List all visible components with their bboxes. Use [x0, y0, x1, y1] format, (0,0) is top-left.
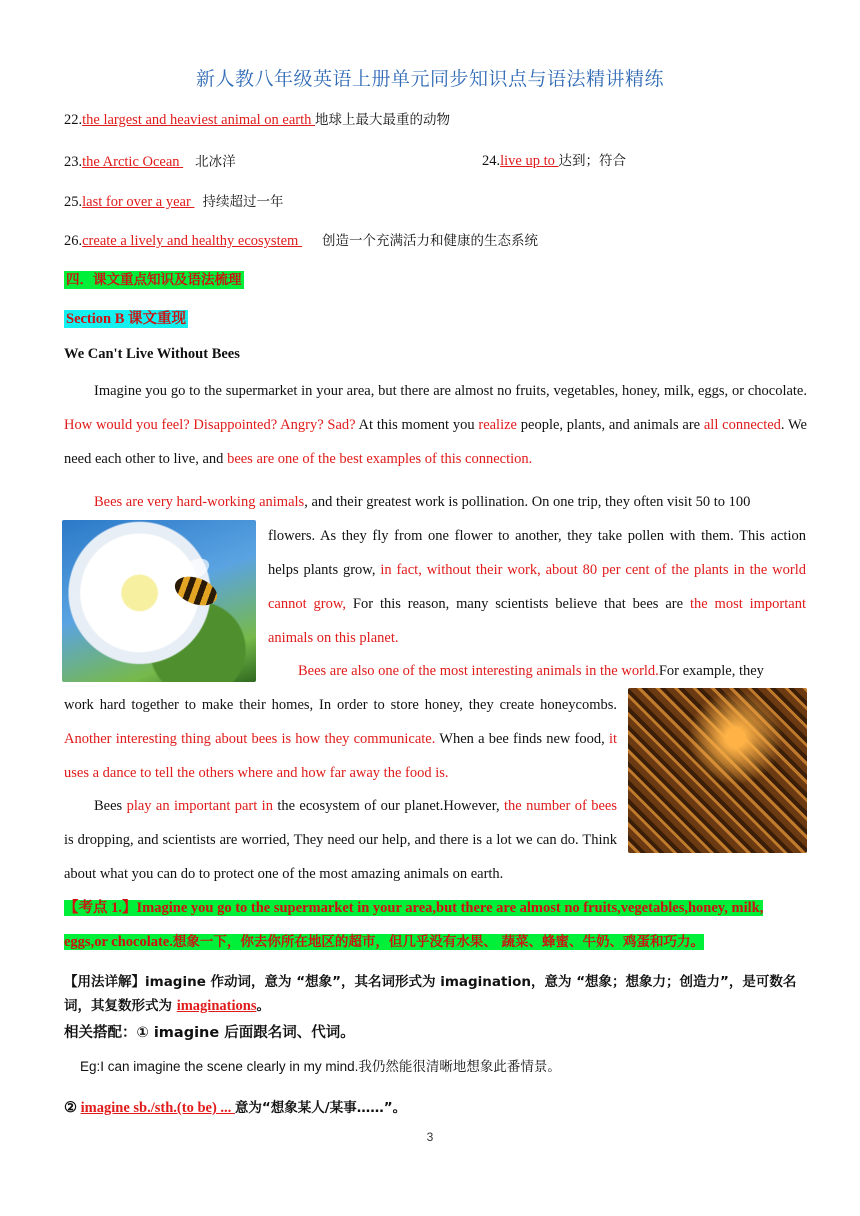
key-point-1 — [64, 891, 809, 959]
article-paragraph-4: Bees play an important part in the ecosystem of our planet.However, the number of bees is dropping, and scientists are worried, They need our help, and there is a lot we can do. Think about what you can do to protect one of the most amazing animals on earth. — [64, 798, 617, 882]
article-title: We Can't Live Without Bees — [64, 346, 240, 362]
article-paragraph-2: flowers. As they fly from one flower to another, they take pollen with them. This action helps plants grow, in fact, without their work, about 80 per cent of the plants in the world cannot grow, For this reason, many scientists believe that bees are the most important animals on this planet. — [268, 528, 807, 646]
phrase-chinese: 持续超过一年 — [202, 194, 284, 210]
phrase-chinese: 创造一个充满活力和健康的生态系统 — [321, 233, 538, 249]
bee-icon — [171, 571, 221, 610]
example-sentence: Eg:I can imagine the scene clearly in my mind.我仍然能很清晰地想象此番情景。 — [80, 1059, 561, 1074]
phrase-english: the Arctic Ocean — [82, 154, 184, 170]
section-4-heading: 四．课文重点知识及语法梳理 — [66, 272, 242, 288]
phrase-number: 26. — [64, 233, 83, 249]
phrase-chinese: 北冰洋 — [195, 154, 236, 170]
imaginations-answer: imaginations — [176, 998, 257, 1014]
phrase-english: live up to — [500, 153, 559, 169]
section-b-heading: Section B 课文重现 — [66, 311, 187, 327]
phrase-22 — [64, 108, 450, 129]
phrase-number: 23. — [64, 154, 83, 170]
phrase-english: create a lively and healthy ecosystem — [82, 233, 302, 249]
bee-on-flower-image — [62, 520, 256, 682]
phrase-number: 24. — [482, 153, 501, 169]
page-number: 3 — [426, 1130, 434, 1144]
pattern-2: ② imagine sb./sth.(to be) ... 意为“想象某人/某事……”。 — [64, 1100, 407, 1116]
pattern-phrase: imagine sb./sth.(to be) ... — [80, 1100, 235, 1116]
article-paragraph-3-line1: Bees are also one of the most interesting animals in the world.For example, they — [298, 663, 764, 679]
usage-explanation: 【用法详解】imagine 作动词，意为 “想象”，其名词形式为 imagination，意为 “想象；想象力；创造力”，是可数名词，其复数形式为 imaginations。 — [64, 974, 797, 1014]
phrase-chinese: 达到；符合 — [558, 153, 627, 169]
phrase-number: 25. — [64, 194, 83, 210]
honeycomb-image — [628, 688, 807, 853]
phrase-english: the largest and heaviest animal on earth — [82, 112, 315, 128]
phrase-chinese: 地球上最大最重的动物 — [314, 112, 450, 128]
collocation-label: 相关搭配：① imagine 后面跟名词、代词。 — [64, 1025, 355, 1041]
article-paragraph-3: work hard together to make their homes, In order to store honey, they create honeycombs. Another interesting thing about bees is how they communicate. When a bee finds new food, it uses a dance to tell the others where and how far away the food is. — [64, 697, 617, 781]
page-header: 新人教八年级英语上册单元同步知识点与语法精讲精练 — [195, 68, 664, 90]
article-paragraph-2-line1: Bees are very hard-working animals, and their greatest work is pollination. On one trip, they often visit 50 to 100 — [94, 494, 751, 510]
phrase-25 — [64, 190, 283, 211]
phrase-26 — [64, 229, 538, 250]
key-point-english: Imagine you go to the supermarket in your area,but there are almost no fruits,vegetables,honey, milk, eggs,or chocolate. — [64, 900, 764, 950]
phrase-number: 22. — [64, 112, 83, 128]
phrase-english: last for over a year — [82, 194, 195, 210]
key-point-chinese: 想象一下，你去你所在地区的超市，但几乎没有水果、 蔬菜、蜂蜜、牛奶、鸡蛋和巧力。 — [172, 934, 705, 950]
phrase-24 — [482, 149, 626, 170]
phrase-23 — [64, 150, 236, 171]
key-point-label: 【考点 1.】 — [64, 900, 137, 916]
article-paragraph-1: Imagine you go to the supermarket in your area, but there are almost no fruits, vegetables, honey, milk, eggs, or chocolate. How would you feel? Disappointed? Angry? Sad? At this moment you realize people, plants, and animals are all connected. We need each other to live, and bees are one of the best examples of this connection. — [64, 383, 807, 467]
